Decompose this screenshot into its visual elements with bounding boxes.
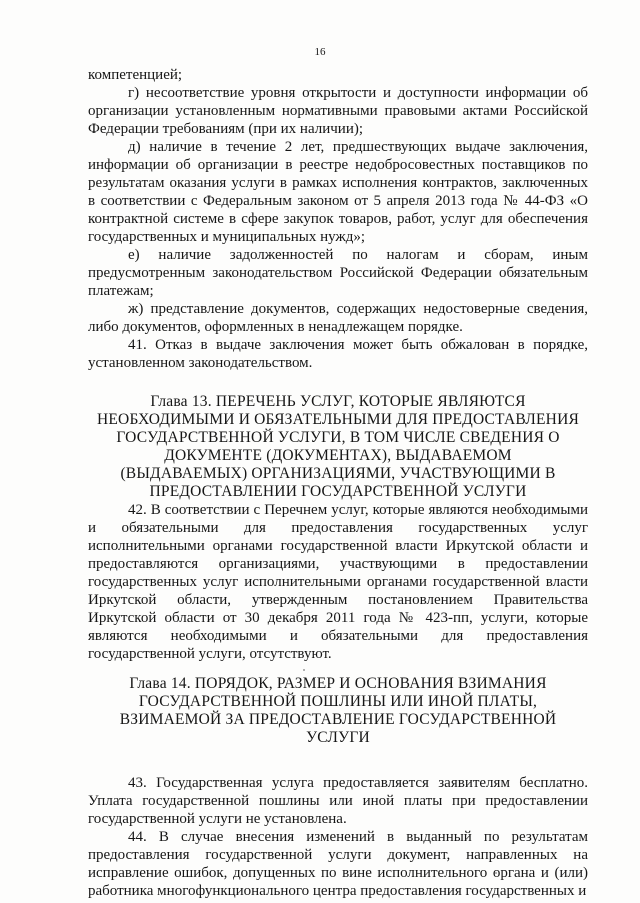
- heading-line: (ВЫДАВАЕМЫХ) ОРГАНИЗАЦИЯМИ, УЧАСТВУЮЩИМИ В: [120, 465, 556, 482]
- heading-line: ВЗИМАЕМОЙ ЗА ПРЕДОСТАВЛЕНИЕ ГОСУДАРСТВЕННОЙ УСЛУГИ: [119, 711, 557, 746]
- heading-line: ГОСУДАРСТВЕННОЙ ПОШЛИНЫ ИЛИ ИНОЙ ПЛАТЫ,: [138, 693, 538, 710]
- paragraph-continuation: компетенцией;: [88, 67, 183, 83]
- heading-line: Глава 14. ПОРЯДОК, РАЗМЕР И ОСНОВАНИЯ ВЗИМАНИЯ: [129, 675, 547, 692]
- paragraph-41: 41. Отказ в выдаче заключения может быть обжалован в порядке, установленном законодательством.: [88, 337, 588, 371]
- chapter-14-heading: [88, 675, 588, 747]
- heading-line: ГОСУДАРСТВЕННОЙ УСЛУГИ, В ТОМ ЧИСЛЕ СВЕДЕНИЯ О: [116, 429, 560, 446]
- heading-line: ПРЕДОСТАВЛЕНИИ ГОСУДАРСТВЕННОЙ УСЛУГИ: [149, 483, 527, 500]
- heading-line: ДОКУМЕНТЕ (ДОКУМЕНТАХ), ВЫДАВАЕМОМ: [164, 447, 512, 464]
- chapter-13-heading: [88, 393, 588, 501]
- paragraph-item-g: г) несоответствие уровня открытости и доступности информации об организации установленным нормативными правовыми актами Российской Федерации требованиям (при их наличии);: [88, 85, 588, 137]
- paragraph-item-e: е) наличие задолженностей по налогам и сборам, иным предусмотренным законодательством Российской Федерации обязательным платежам;: [88, 247, 588, 299]
- document-body: [88, 66, 588, 900]
- paragraph-item-zh: ж) представление документов, содержащих недостоверные сведения, либо документов, оформленных в ненадлежащем порядке.: [88, 301, 588, 335]
- page-number: 16: [314, 46, 326, 58]
- paragraph-42: 42. В соответствии с Перечнем услуг, которые являются необходимыми и обязательными для предоставления государственных услуг исполнительными органами государственной власти Иркутской области и предоставляются организациями, участвующими в предоставлении государственных услуг исполнительными органами государственной власти Иркутской области, утвержденным постановлением Правительства Иркутской области от 30 декабря 2011 года № 423-пп, услуги, которые являются необходимыми и обязательными для предоставления государственной услуги, отсутствуют.: [88, 502, 588, 662]
- paragraph-item-d: д) наличие в течение 2 лет, предшествующих выдаче заключения, информации об организации в реестре недобросовестных поставщиков по результатам оказания услуги в рамках исполнения контрактов, заключенных в соответствии с Федеральным законом от 5 апреля 2013 года № 44-ФЗ «О контрактной системе в сфере закупок товаров, работ, услуг для обеспечения государственных и муниципальных нужд»;: [88, 139, 588, 245]
- heading-line: Глава 13. ПЕРЕЧЕНЬ УСЛУГ, КОТОРЫЕ ЯВЛЯЮТСЯ: [150, 393, 526, 410]
- heading-line: НЕОБХОДИМЫМИ И ОБЯЗАТЕЛЬНЫМИ ДЛЯ ПРЕДОСТАВЛЕНИЯ: [96, 411, 580, 428]
- paragraph-44: 44. В случае внесения изменений в выданный по результатам предоставления государственной услуги документ, направленных на исправление ошибок, допущенных по вине исполнительного органа и (или) работника многофункционального центра предоставления государственных и: [88, 829, 588, 899]
- paragraph-43: 43. Государственная услуга предоставляется заявителям бесплатно. Уплата государственной пошлины или иной платы при предоставлении государственной услуги не установлена.: [88, 775, 588, 827]
